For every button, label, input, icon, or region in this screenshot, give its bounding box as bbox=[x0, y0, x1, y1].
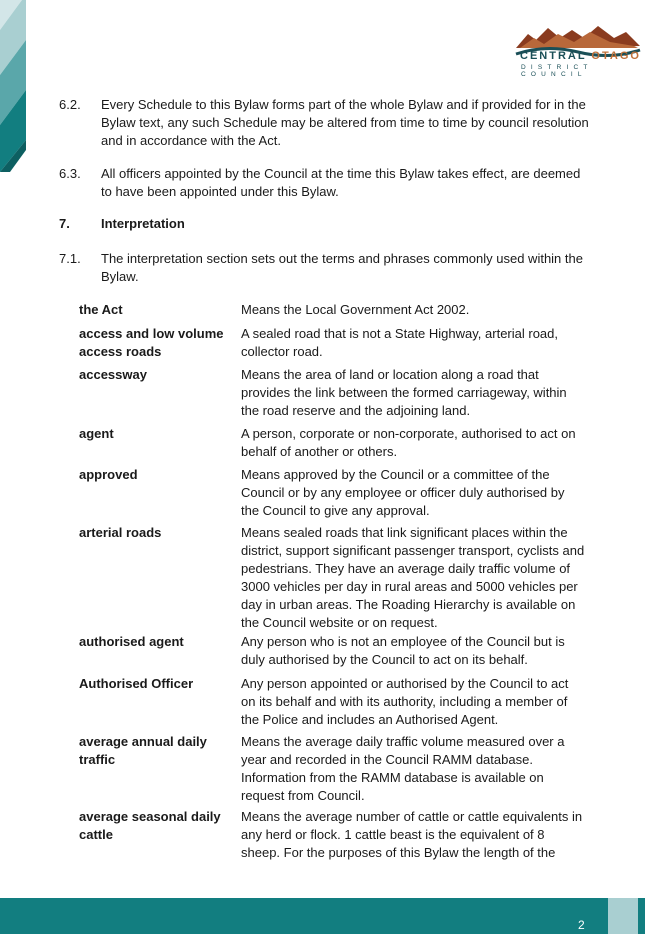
definition-meaning: Means the average number of cattle or cattle equivalents in any herd or flock. 1 cattle beast is the equivalent of 8 sheep. For the purposes of this Bylaw the length of the bbox=[241, 809, 583, 860]
definition-term: accessway bbox=[79, 367, 147, 382]
paragraph-text: Every Schedule to this Bylaw forms part of the whole Bylaw and if provided for in the Bylaw text, any such Schedule may be altered from time to time by council resolution and in accordance with the Act. bbox=[101, 97, 589, 148]
section-number: 7. bbox=[59, 216, 70, 231]
definition-meaning: A person, corporate or non-corporate, authorised to act on behalf of another or others. bbox=[241, 426, 576, 459]
paragraph-number: 6.2. bbox=[59, 97, 81, 112]
definition-meaning: Means sealed roads that link significant places within the district, support significant passenger transport, cyclists and pedestrians. They have an average daily traffic volume of 3000 vehicles per day in rural areas and 5000 vehicles per day in urban areas. The Roading Hierarchy is available on the Council website or on request. bbox=[241, 525, 585, 630]
definition-term: access and low volume access roads bbox=[79, 326, 224, 359]
definition-term: average seasonal daily cattle bbox=[79, 809, 221, 842]
definition-term: approved bbox=[79, 467, 138, 482]
definition-term: Authorised Officer bbox=[79, 676, 194, 691]
logo-subtitle: DISTRICT COUNCIL bbox=[521, 64, 593, 78]
paragraph-text: The interpretation section sets out the terms and phrases commonly used within the Bylaw. bbox=[101, 251, 583, 284]
logo-title: CENTRAL OTAGO bbox=[520, 50, 641, 62]
definition-meaning: Means the area of land or location along a road that provides the link between the formed carriageway, within the road reserve and the adjoining land. bbox=[241, 367, 567, 418]
definition-term: the Act bbox=[79, 302, 123, 317]
definition-meaning: Means the average daily traffic volume measured over a year and recorded in the Council RAMM database. Information from the RAMM database is available on request from Council. bbox=[241, 734, 565, 803]
paragraph-number: 6.3. bbox=[59, 166, 81, 181]
definition-term: arterial roads bbox=[79, 525, 162, 540]
section-title: Interpretation bbox=[101, 216, 185, 231]
footer-accent bbox=[608, 898, 638, 934]
page-footer bbox=[0, 898, 645, 934]
definition-term: authorised agent bbox=[79, 634, 184, 649]
definition-meaning: A sealed road that is not a State Highway, arterial road, collector road. bbox=[241, 326, 558, 359]
definition-meaning: Means approved by the Council or a committee of the Council or by any employee or officer duly authorised by the Council to give any approval. bbox=[241, 467, 565, 518]
definition-term: agent bbox=[79, 426, 114, 441]
definition-meaning: Means the Local Government Act 2002. bbox=[241, 302, 470, 317]
paragraph-number: 7.1. bbox=[59, 251, 81, 266]
section-heading bbox=[59, 216, 185, 231]
page-number: 2 bbox=[578, 918, 585, 932]
definition-meaning: Any person appointed or authorised by the Council to act on its behalf and with its authority, including a member of the Police and includes an Authorised Agent. bbox=[241, 676, 569, 727]
paragraph-text: All officers appointed by the Council at the time this Bylaw takes effect, are deemed to have been appointed under this Bylaw. bbox=[101, 166, 581, 199]
side-decoration bbox=[0, 0, 30, 175]
definition-term: average annual daily traffic bbox=[79, 734, 207, 767]
definition-meaning: Any person who is not an employee of the Council but is duly authorised by the Council to act on its behalf. bbox=[241, 634, 565, 667]
